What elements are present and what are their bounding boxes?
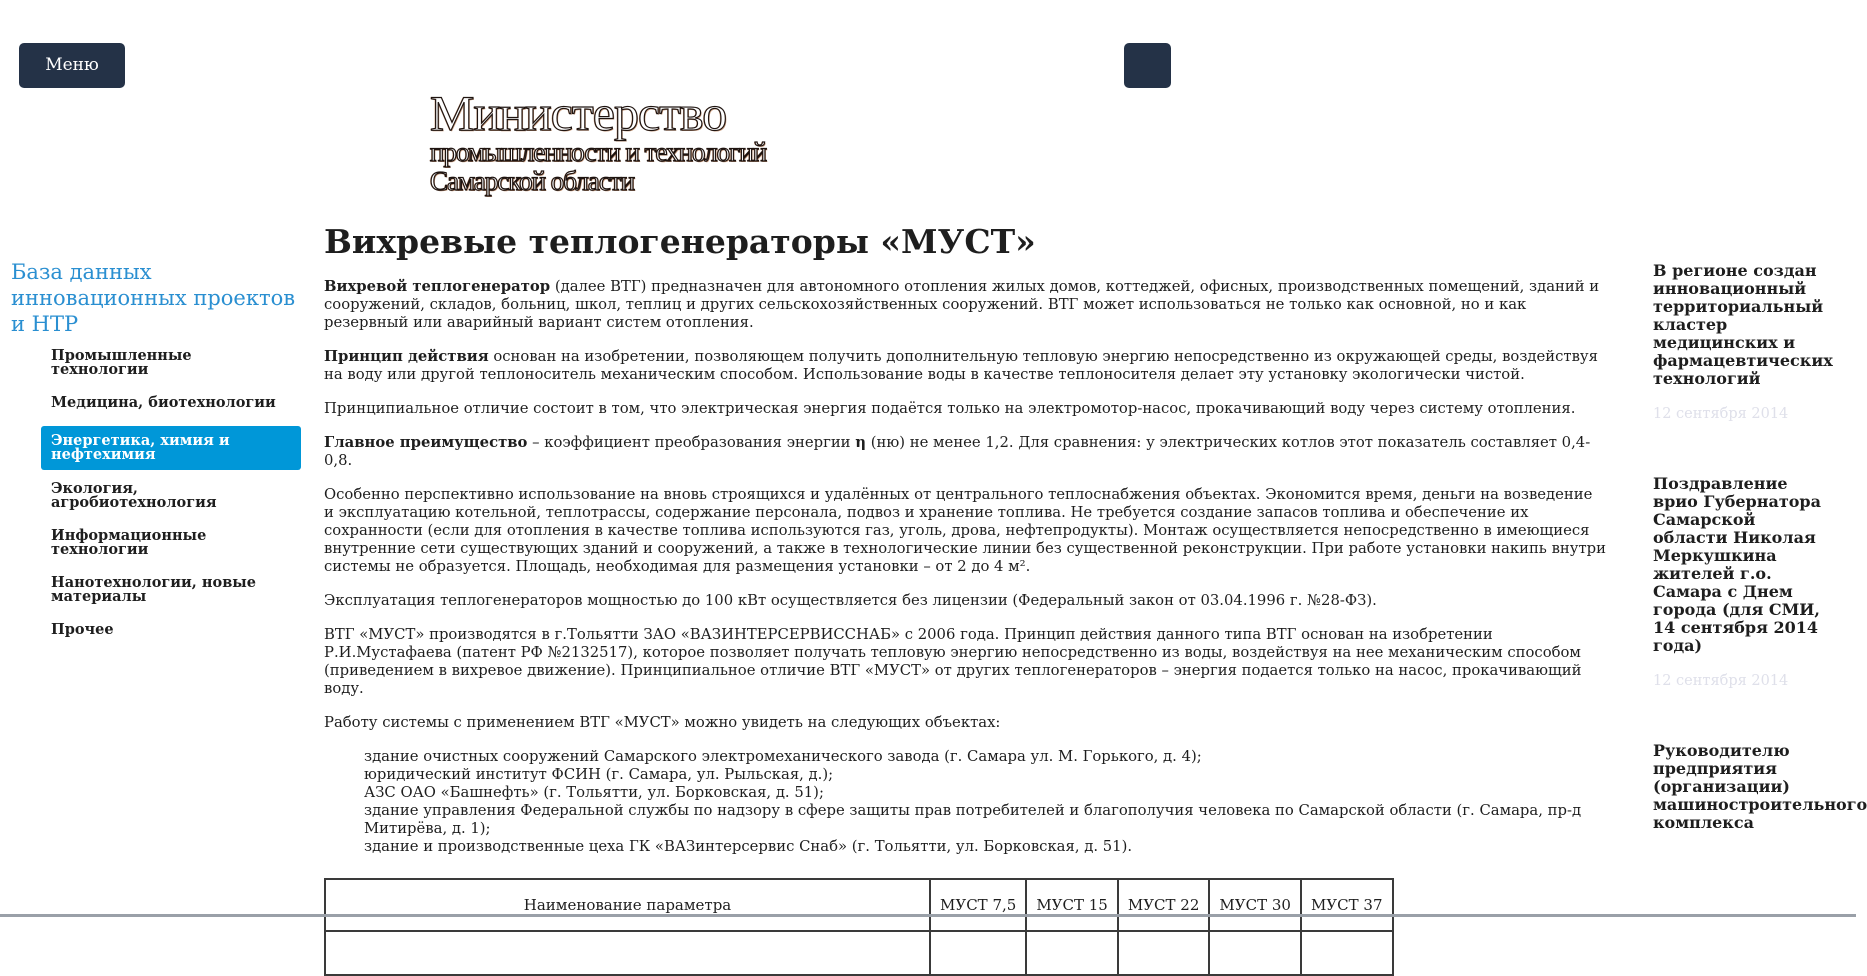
category-list (41, 346, 301, 653)
bold-term: Принцип действия (324, 348, 489, 365)
table-cell (1118, 931, 1210, 975)
article (324, 220, 1606, 976)
news-date: 12 сентября 2014 (1653, 673, 1789, 689)
news-item (1653, 262, 1831, 422)
paragraph-text: – коэффициент преобразования энергии (527, 434, 856, 451)
list-item: здание очистных сооружений Самарского электромеханического завода (г. Самара ул. М. Горького, д. 4); (364, 748, 1202, 765)
news-item (1653, 741, 1867, 832)
header-toggle-button[interactable] (1124, 43, 1171, 88)
table-cell (1026, 931, 1118, 975)
objects-list (324, 748, 1606, 856)
paragraph-text: (далее ВТГ) предназначен для автономного отопления жилых домов, коттеджей, офисных, производственных помещений, зданий и сооружений, складов, больниц, школ, теплиц и других сельскохозяйственных сооружений. ВТГ может использоваться не только как основной, но и как резервный или аварийный вариант систем отопления. (324, 278, 1600, 331)
news-title-word: Руководителю (1653, 741, 1790, 760)
sidebar-item-energy[interactable]: Энергетика, химия и нефтехимия (41, 426, 301, 470)
sidebar-item-nano[interactable]: Нанотехнологии, новые материалы (51, 574, 257, 605)
paragraph-intro (324, 278, 1606, 332)
paragraph-text: основан на изобретении, позволяющем получить дополнительную тепловую энергию непосредственно из окружающей среды, воздействуя на воду или другой теплоноситель механическим способом. Использование воды в качестве теплоносителя делает эту установку экологически чистой. (324, 348, 1598, 383)
sidebar-item-other[interactable]: Прочее (51, 621, 114, 638)
table-header-cell: МУСТ 7,5 (930, 879, 1026, 931)
news-title-word: (организации) (1653, 777, 1790, 796)
list-item: АЗС ОАО «Башнефть» (г. Тольятти, ул. Борковская, д. 51); (364, 784, 824, 801)
table-cell (930, 931, 1026, 975)
table-header-cell: МУСТ 15 (1026, 879, 1118, 931)
list-item: здание и производственные цеха ГК «ВАЗинтерсервис Снаб» (г. Тольятти, ул. Борковская, д. 51). (364, 838, 1133, 855)
logo-line-1: Министерство (430, 85, 727, 141)
table-row (325, 931, 1393, 975)
table-header-row (325, 879, 1393, 931)
table-header-cell: МУСТ 30 (1209, 879, 1301, 931)
sidebar-title: База данных инновационных проектов и НТР (11, 260, 296, 336)
list-item: здание управления Федеральной службы по надзору в сфере защиты прав потребителей и благополучия человека по Самарской области (г. Самара, пр-д Митирёва, д. 1); (364, 802, 1582, 837)
sidebar-item-industrial[interactable]: Промышленные технологии (51, 347, 192, 378)
table-cell (325, 931, 930, 975)
paragraph-objects-intro: Работу системы с применением ВТГ «МУСТ» можно увидеть на следующих объектах: (324, 714, 1001, 731)
list-item: юридический институт ФСИН (г. Самара, ул. Рыльская, д.); (364, 766, 834, 783)
news-title-word: комплекса (1653, 813, 1754, 832)
sidebar-item-ecology[interactable]: Экология, агробиотехнология (51, 480, 217, 511)
table-header-cell: МУСТ 22 (1118, 879, 1210, 931)
news-title-link[interactable]: Поздравление врио Губернатора Самарской области Николая Меркушкина жителей г.о. Самара с Днем города (для СМИ, 14 сентября 2014 года) (1653, 474, 1821, 655)
news-title-word: машиностроительного (1653, 795, 1867, 814)
paragraph-prospects: Особенно перспективно использование на вновь строящихся и удалённых от центрального теплоснабжения объектах. Экономится время, деньги на возведение и эксплуатацию котельной, теплотрассы, содержание персонала, подвоз и хранение топлива. Не требуется создание запасов топлива и обеспечение их сохранности (если для отопления в качестве топлива используются газ, уголь, дрова, нефтепродукты). Монтаж осуществляется непосредственно в имеющиеся внутренние сети существующих зданий и сооружений, а также в технологические линии без существенной реконструкции. При работе установки накипь внутри системы не образуется. Площадь, необходимая для размещения установки – от 2 до 4 м². (324, 486, 1606, 575)
news-item (1653, 475, 1831, 689)
paragraph-advantage (324, 434, 1606, 470)
logo-line-2: промышленности и технологий (430, 137, 767, 167)
table-header-cell: Наименование параметра (325, 879, 930, 931)
spec-table (324, 878, 1394, 976)
sidebar-item-medicine[interactable]: Медицина, биотехнологии (51, 394, 276, 411)
logo-line-3: Самарской области (430, 166, 635, 196)
paragraph-producer: ВТГ «МУСТ» производятся в г.Тольятти ЗАО «ВАЗИНТЕРСЕРВИССНАБ» с 2006 года. Принцип действия данного типа ВТГ основан на изобретении Р.И.Мустафаева (патент РФ №2132517), которое позволяет получать тепловую энергию непосредственно из воды, воздействуя на нее механическим способом (приведением в вихревое движение). Принципиальное отличие ВТГ «МУСТ» от других теплогенераторов – энергия подается только на насос, прокачивающий воду. (324, 626, 1582, 697)
table-header-cell: МУСТ 37 (1301, 879, 1393, 931)
paragraph-license: Эксплуатация теплогенераторов мощностью до 100 кВт осуществляется без лицензии (Федеральный закон от 03.04.1996 г. №28-ФЗ). (324, 592, 1377, 609)
page-title: Вихревые теплогенераторы «МУСТ» (324, 222, 1036, 261)
bold-term: Главное преимущество (324, 434, 528, 451)
horizontal-scrollbar[interactable] (0, 914, 1856, 917)
paragraph-text: (ню) не менее 1,2. Для сравнения: у электрических котлов этот показатель составляет 0,4-0,8. (324, 434, 1591, 469)
paragraph-principle (324, 348, 1606, 384)
news-title-link[interactable]: В регионе создан инновационный территориальный кластер медицинских и фармацевтических технологий (1653, 261, 1833, 388)
sidebar-item-it[interactable]: Информационные технологии (51, 527, 207, 558)
table-cell (1209, 931, 1301, 975)
table-cell (1301, 931, 1393, 975)
eta-symbol: η (855, 434, 867, 451)
bold-term: Вихревой теплогенератор (324, 278, 551, 295)
news-title-link[interactable] (1653, 741, 1867, 832)
news-column (1653, 261, 1867, 885)
ministry-logo[interactable] (430, 84, 790, 198)
menu-button[interactable]: Меню (19, 43, 125, 88)
paragraph-difference: Принципиальное отличие состоит в том, что электрическая энергия подаётся только на электромотор-насос, прокачивающий воду через систему отопления. (324, 400, 1576, 417)
news-title-word: предприятия (1653, 759, 1777, 778)
news-date: 12 сентября 2014 (1653, 406, 1789, 422)
